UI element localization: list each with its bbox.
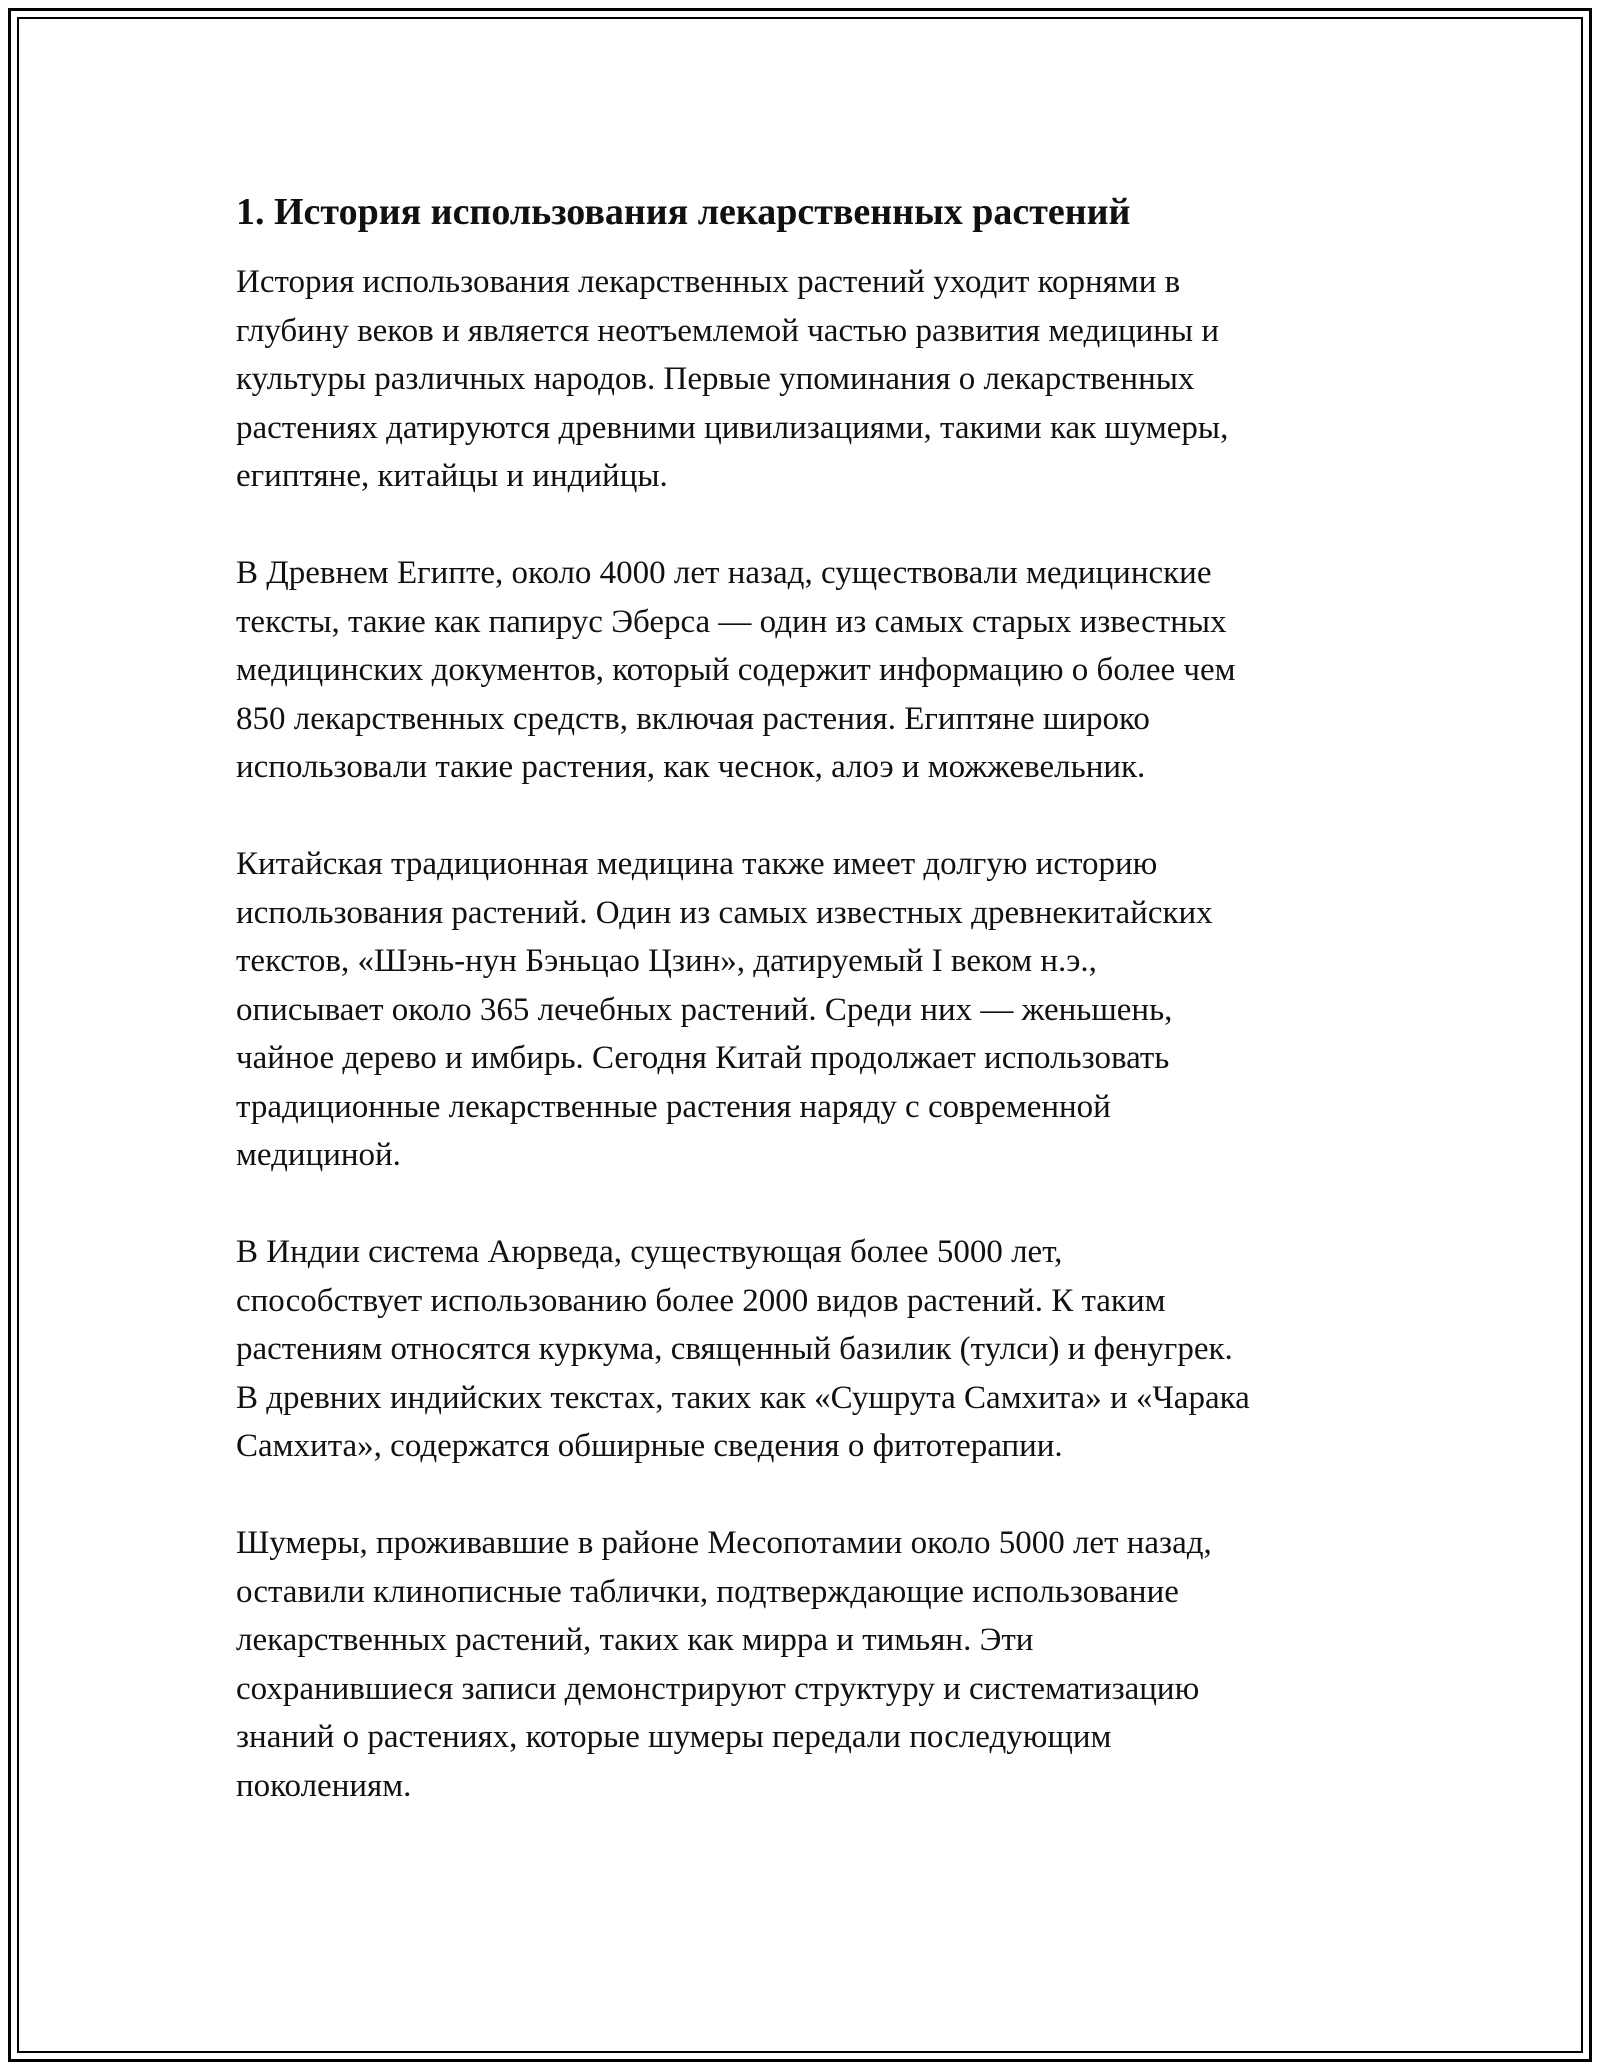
paragraph-egypt: В Древнем Египте, около 4000 лет назад, существовали медицинские тексты, такие как папирус Эберса — один из самых старых известных медицинских документов, который содержит информацию о более чем 850 лекарственных средств, включая растения. Египтяне широко использовали такие растения, как чеснок, алоэ и можжевельник. <box>236 555 1236 785</box>
section-heading: 1. История использования лекарственных растений <box>236 191 1131 233</box>
paragraph-intro: История использования лекарственных растений уходит корнями в глубину веков и является неотъемлемой частью развития медицины и культуры различных народов. Первые упоминания о лекарственных растениях датируются древними цивилизациями, такими как шумеры, египтяне, китайцы и индийцы. <box>236 264 1229 494</box>
document-body <box>236 188 1376 1859</box>
paragraph-china: Китайская традиционная медицина также имеет долгую историю использования растений. Один из самых известных древнекитайских текстов, «Шэнь-нун Бэньцао Цзин», датируемый I веком н.э., описывает около 365 лечебных растений. Среди них — женьшень, чайное дерево и имбирь. Сегодня Китай продолжает использовать традиционные лекарственные растения наряду с современной медициной. <box>236 846 1213 1173</box>
paragraph-sumer: Шумеры, проживавшие в районе Месопотамии около 5000 лет назад, оставили клинописные таблички, подтверждающие использование лекарственных растений, таких как мирра и тимьян. Эти сохранившиеся записи демонстрируют структуру и систематизацию знаний о растениях, которые шумеры передали последующим поколениям. <box>236 1525 1212 1804</box>
paragraph-india: В Индии система Аюрведа, существующая более 5000 лет, способствует использованию более 2000 видов растений. К таким растениям относятся куркума, священный базилик (тулси) и фенугрек. В древних индийских текстах, таких как «Сушрута Самхита» и «Чарака Самхита», содержатся обширные сведения о фитотерапии. <box>236 1234 1250 1464</box>
